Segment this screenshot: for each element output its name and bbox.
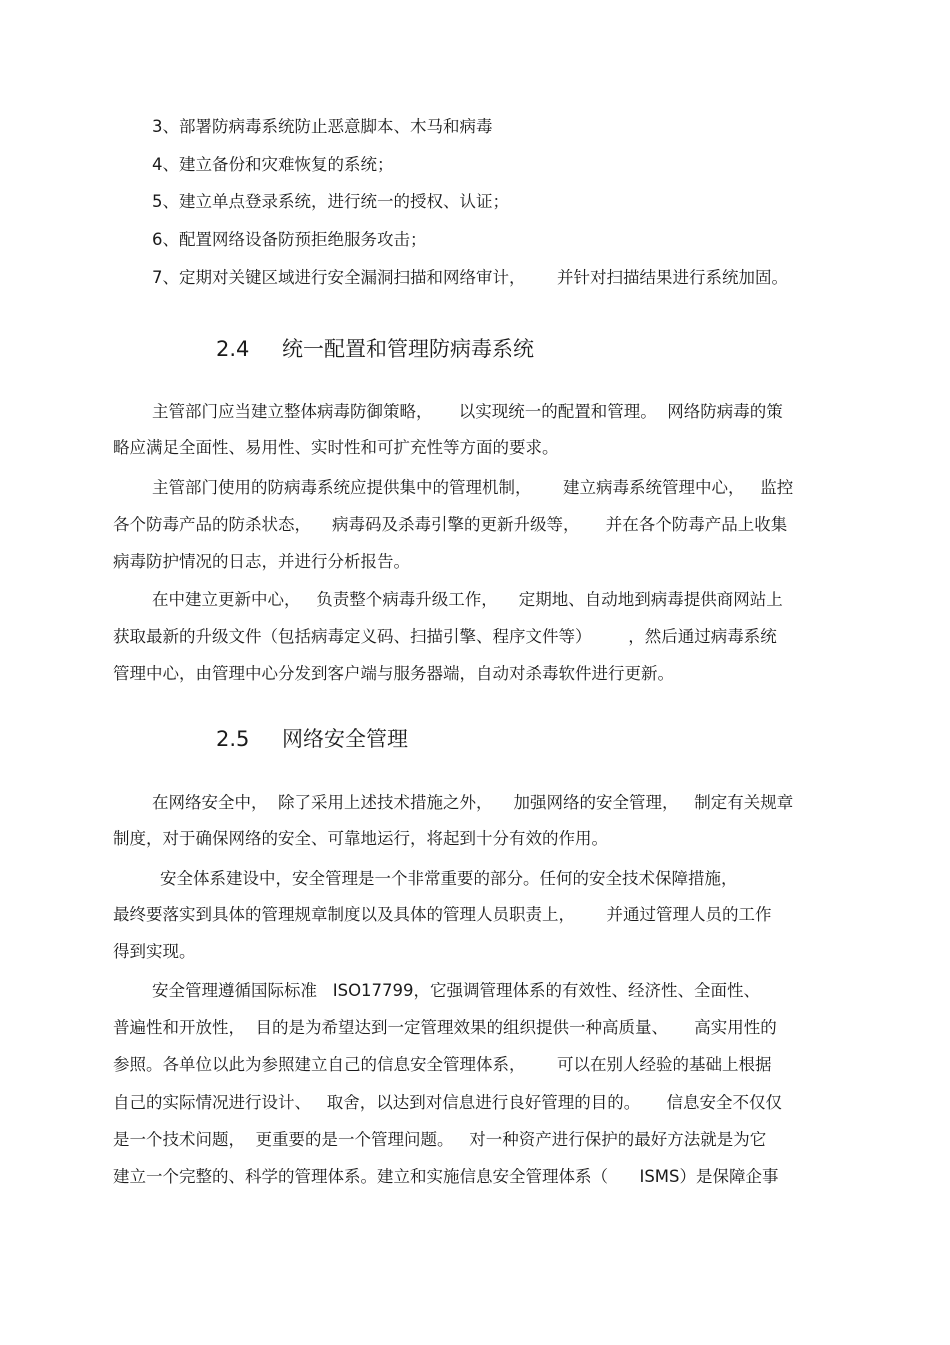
- paragraph-line: 在网络安全中， 除了采用上述技术措施之外， 加强网络的安全管理， 制定有关规章: [152, 793, 794, 812]
- paragraph-line: 得到实现。: [113, 942, 196, 961]
- paragraph-line: 病毒防护情况的日志，并进行分析报告。: [113, 552, 410, 571]
- paragraph-line: 最终要落实到具体的管理规章制度以及具体的管理人员职责上， 并通过管理人员的工作: [113, 905, 772, 924]
- paragraph-line: 制度，对于确保网络的安全、可靠地运行，将起到十分有效的作用。: [113, 829, 608, 848]
- paragraph-line: 普遍性和开放性， 目的是为希望达到一定管理效果的组织提供一种高质量、 高实用性的: [113, 1018, 777, 1037]
- paragraph-line: 主管部门使用的防病毒系统应提供集中的管理机制， 建立病毒系统管理中心， 监控: [152, 478, 794, 497]
- paragraph-line: 自己的实际情况进行设计、 取舍，以达到对信息进行良好管理的目的。 信息安全不仅仅: [113, 1093, 782, 1112]
- section-number: 2.4: [216, 337, 250, 361]
- list-item: 6、配置网络设备防预拒绝服务攻击；: [152, 230, 427, 249]
- paragraph-line: 安全管理遵循国际标准 ISO17799，它强调管理体系的有效性、经济性、全面性、: [152, 981, 761, 1000]
- paragraph-line: 获取最新的升级文件（包括病毒定义码、扫描引擎、程序文件等） ，然后通过病毒系统: [113, 627, 777, 646]
- paragraph-line: 是一个技术问题， 更重要的是一个管理问题。 对一种资产进行保护的最好方法就是为它: [113, 1130, 767, 1149]
- paragraph-line: 管理中心，由管理中心分发到客户端与服务器端，自动对杀毒软件进行更新。: [113, 664, 674, 683]
- paragraph-line: 参照。各单位以此为参照建立自己的信息安全管理体系， 可以在别人经验的基础上根据: [113, 1055, 772, 1074]
- paragraph-line: 主管部门应当建立整体病毒防御策略， 以实现统一的配置和管理。 网络防病毒的策: [152, 402, 783, 421]
- list-item: 7、定期对关键区域进行安全漏洞扫描和网络审计， 并针对扫描结果进行系统加固。: [152, 268, 788, 287]
- section-heading: 网络安全管理: [282, 727, 408, 751]
- paragraph-line: 安全体系建设中，安全管理是一个非常重要的部分。任何的安全技术保障措施，: [160, 869, 738, 888]
- list-item: 4、建立备份和灾难恢复的系统；: [152, 155, 394, 174]
- list-item: 5、建立单点登录系统，进行统一的授权、认证；: [152, 192, 509, 211]
- list-item: 3、部署防病毒系统防止恶意脚本、木马和病毒: [152, 117, 493, 136]
- section-number: 2.5: [216, 727, 250, 751]
- paragraph-line: 在中建立更新中心， 负责整个病毒升级工作， 定期地、自动地到病毒提供商网站上: [152, 590, 783, 609]
- paragraph-line: 建立一个完整的、科学的管理体系。建立和实施信息安全管理体系（ ISMS）是保障企事: [113, 1167, 779, 1186]
- paragraph-line: 各个防毒产品的防杀状态， 病毒码及杀毒引擎的更新升级等， 并在各个防毒产品上收集: [113, 515, 788, 534]
- section-heading: 统一配置和管理防病毒系统: [282, 337, 534, 361]
- paragraph-line: 略应满足全面性、易用性、实时性和可扩充性等方面的要求。: [113, 438, 559, 457]
